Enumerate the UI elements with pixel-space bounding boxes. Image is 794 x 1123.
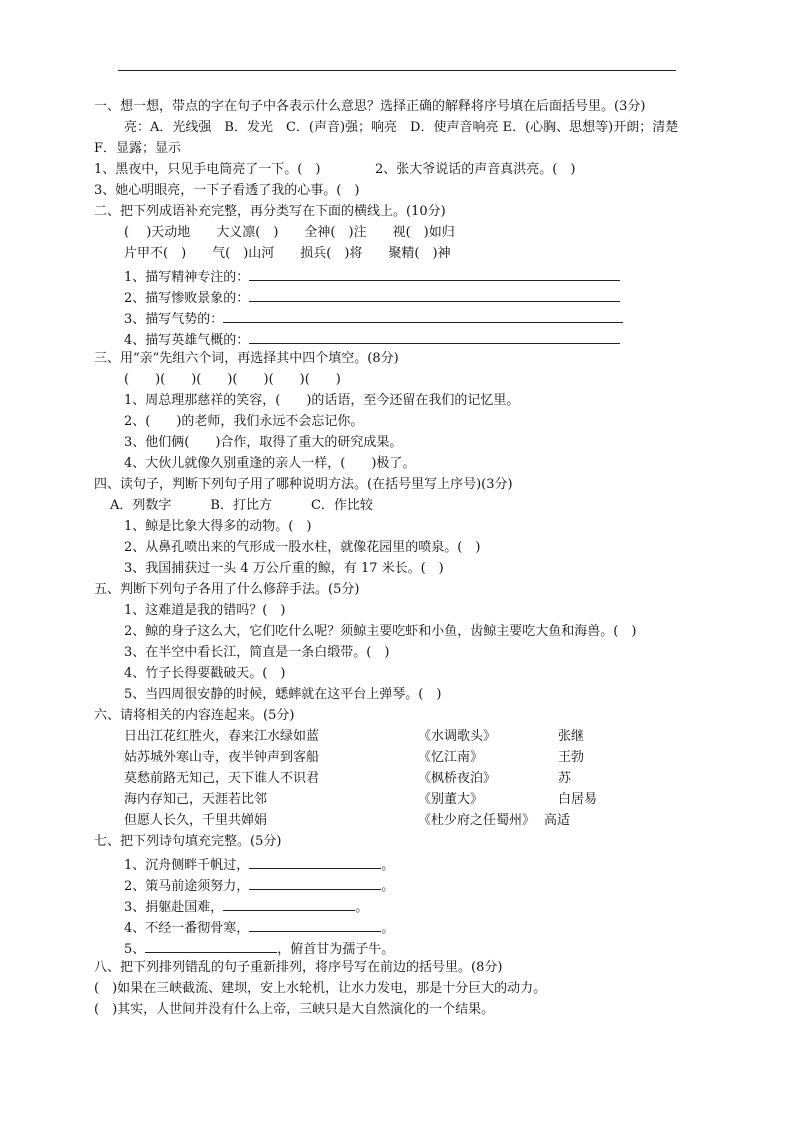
answer-blank[interactable]	[249, 266, 620, 281]
section-5-q1: 1、这难道是我的错吗？( )	[124, 603, 286, 618]
section-1-q1: 1、黑夜中，只见手电筒亮了一下。( )	[94, 162, 321, 177]
section-8-q2: ( )其实，人世间并没有什么上帝，三峡只是大自然演化的一个结果。	[94, 1002, 495, 1017]
poem-title: 《水调歌头》	[418, 729, 497, 744]
section-4-title: 四、读句子，判断下列句子用了哪种说明方法。(在括号里写上序号)(3分)	[94, 477, 513, 492]
category-line-3	[124, 308, 623, 329]
poet-name: 王勃	[558, 750, 585, 765]
poet-name: 苏	[558, 771, 572, 786]
section-5-title: 五、判断下列句子各用了什么修辞手法。(5分)	[94, 582, 360, 597]
section-3-q4: 4、大伙儿就像久别重逢的亲人一样，( )极了。	[124, 456, 416, 471]
poet-name: 白居易	[558, 792, 598, 807]
poet-name: 张继	[558, 729, 585, 744]
verse-blank[interactable]	[249, 854, 381, 869]
verse-number: 5、	[124, 942, 146, 957]
section-7-title: 七、把下列诗句填充完整。(5分)	[94, 834, 282, 849]
section-7-q3	[124, 896, 368, 917]
verse-prompt: 1、沉舟侧畔千帆过，	[124, 858, 250, 873]
verse-blank[interactable]	[249, 917, 381, 932]
verse-blank[interactable]	[145, 938, 277, 953]
section-6-title: 六、请将相关的内容连起来。(5分)	[94, 708, 295, 723]
verse-prompt: 3、捐躯赴国难，	[124, 900, 224, 915]
period: 。	[381, 858, 395, 873]
poem-line: 日出江花红胜火，春来江水绿如蓝	[124, 729, 320, 744]
poem-line: 莫愁前路无知己，天下谁人不识君	[124, 771, 320, 786]
category-line-4	[124, 329, 620, 350]
answer-blank[interactable]	[249, 329, 620, 344]
verse-prompt: 2、策马前途须努力，	[124, 879, 250, 894]
poem-title: 《杜少府之任蜀州》	[418, 813, 536, 828]
poet-name: 高适	[544, 813, 571, 828]
section-5-q3: 3、在半空中看长江，简直是一条白缎带。( )	[124, 645, 390, 660]
header-rule	[118, 70, 676, 71]
section-3-q2: 2、( )的老师，我们永远不会忘记你。	[124, 414, 364, 429]
verse-blank[interactable]	[223, 896, 355, 911]
section-3-title: 三、用“亲”先组六个词，再选择其中四个填空。(8分)	[94, 351, 399, 366]
category-label: 3、描写气势的：	[124, 312, 224, 327]
idiom-row-1: ( )天动地 大义凛( ) 全神( )注 视( )如归	[124, 225, 455, 240]
verse-prompt: 4、不经一番彻骨寒，	[124, 921, 250, 936]
section-1-options-cont: F．显露；显示	[94, 141, 182, 156]
section-8-q1: ( )如果在三峡截流、建坝，安上水轮机，让水力发电，那是十分巨大的动力。	[94, 981, 547, 996]
section-3-q3: 3、他们俩( )合作，取得了重大的研究成果。	[124, 435, 403, 450]
section-7-q4	[124, 917, 394, 938]
period: 。	[381, 921, 395, 936]
section-8-title: 八、把下列排列错乱的句子重新排列，将序号写在前边的括号里。(8分)	[94, 960, 503, 975]
word-blanks: ( )( )( )( )( )( )	[124, 372, 341, 387]
section-7-q1	[124, 854, 394, 875]
section-1-q2: 2、张大爷说话的声音真洪亮。( )	[375, 162, 576, 177]
section-7-q2	[124, 875, 394, 896]
section-1-options: 亮：A．光线强 B．发光 C．(声音)强；响亮 D．使声音响亮 E．(心胸、思想等)开朗；清楚	[124, 120, 679, 135]
section-2-title: 二、把下列成语补充完整，再分类写在下面的横线上。(10分)	[94, 204, 446, 219]
category-label: 1、描写精神专注的：	[124, 270, 250, 285]
period: 。	[381, 879, 395, 894]
poem-line: 但愿人长久，千里共婵娟	[124, 813, 268, 828]
section-3-q1: 1、周总理那慈祥的笑容，( )的话语，至今还留在我们的记忆里。	[124, 393, 520, 408]
section-4-q3: 3、我国捕获过一头 4 万公斤重的鲸，有 17 米长。( )	[124, 561, 444, 576]
section-4-q2: 2、从鼻孔喷出来的气形成一股水柱，就像花园里的喷泉。( )	[124, 540, 481, 555]
answer-blank[interactable]	[223, 308, 623, 323]
poem-line: 海内存知己，天涯若比邻	[124, 792, 268, 807]
period: 。	[355, 900, 369, 915]
section-7-q5	[124, 938, 394, 959]
category-label: 4、描写英雄气概的：	[124, 333, 250, 348]
answer-blank[interactable]	[249, 287, 620, 302]
poem-title: 《枫桥夜泊》	[418, 771, 497, 786]
section-5-q4: 4、竹子长得要戳破天。( )	[124, 666, 286, 681]
poem-line: 姑苏城外寒山寺，夜半钟声到客船	[124, 750, 320, 765]
verse-prompt: ，俯首甘为孺子牛。	[277, 942, 395, 957]
category-label: 2、描写惨败景象的：	[124, 291, 250, 306]
verse-blank[interactable]	[249, 875, 381, 890]
category-line-2	[124, 287, 620, 308]
poem-title: 《忆江南》	[418, 750, 484, 765]
section-5-q5: 5、当四周很安静的时候，蟋蟀就在这平台上弹琴。( )	[124, 687, 442, 702]
section-1-q3: 3、她心明眼亮，一下子看透了我的心事。( )	[94, 183, 360, 198]
section-5-q2: 2、鲸的身子这么大，它们吃什么呢？须鲸主要吃虾和小鱼，齿鲸主要吃大鱼和海兽。( )	[124, 624, 637, 639]
section-1-title: 一、想一想，带点的字在句子中各表示什么意思？选择正确的解释将序号填在后面括号里。(3分)	[94, 99, 646, 114]
section-4-options: A．列数字 B．打比方 C．作比较	[110, 498, 373, 513]
poem-title: 《别董大》	[418, 792, 484, 807]
category-line-1	[124, 266, 620, 287]
idiom-row-2: 片甲不( ) 气( )山河 损兵( )将 聚精( )神	[124, 246, 451, 261]
section-4-q1: 1、鲸是比象大得多的动物。( )	[124, 519, 312, 534]
